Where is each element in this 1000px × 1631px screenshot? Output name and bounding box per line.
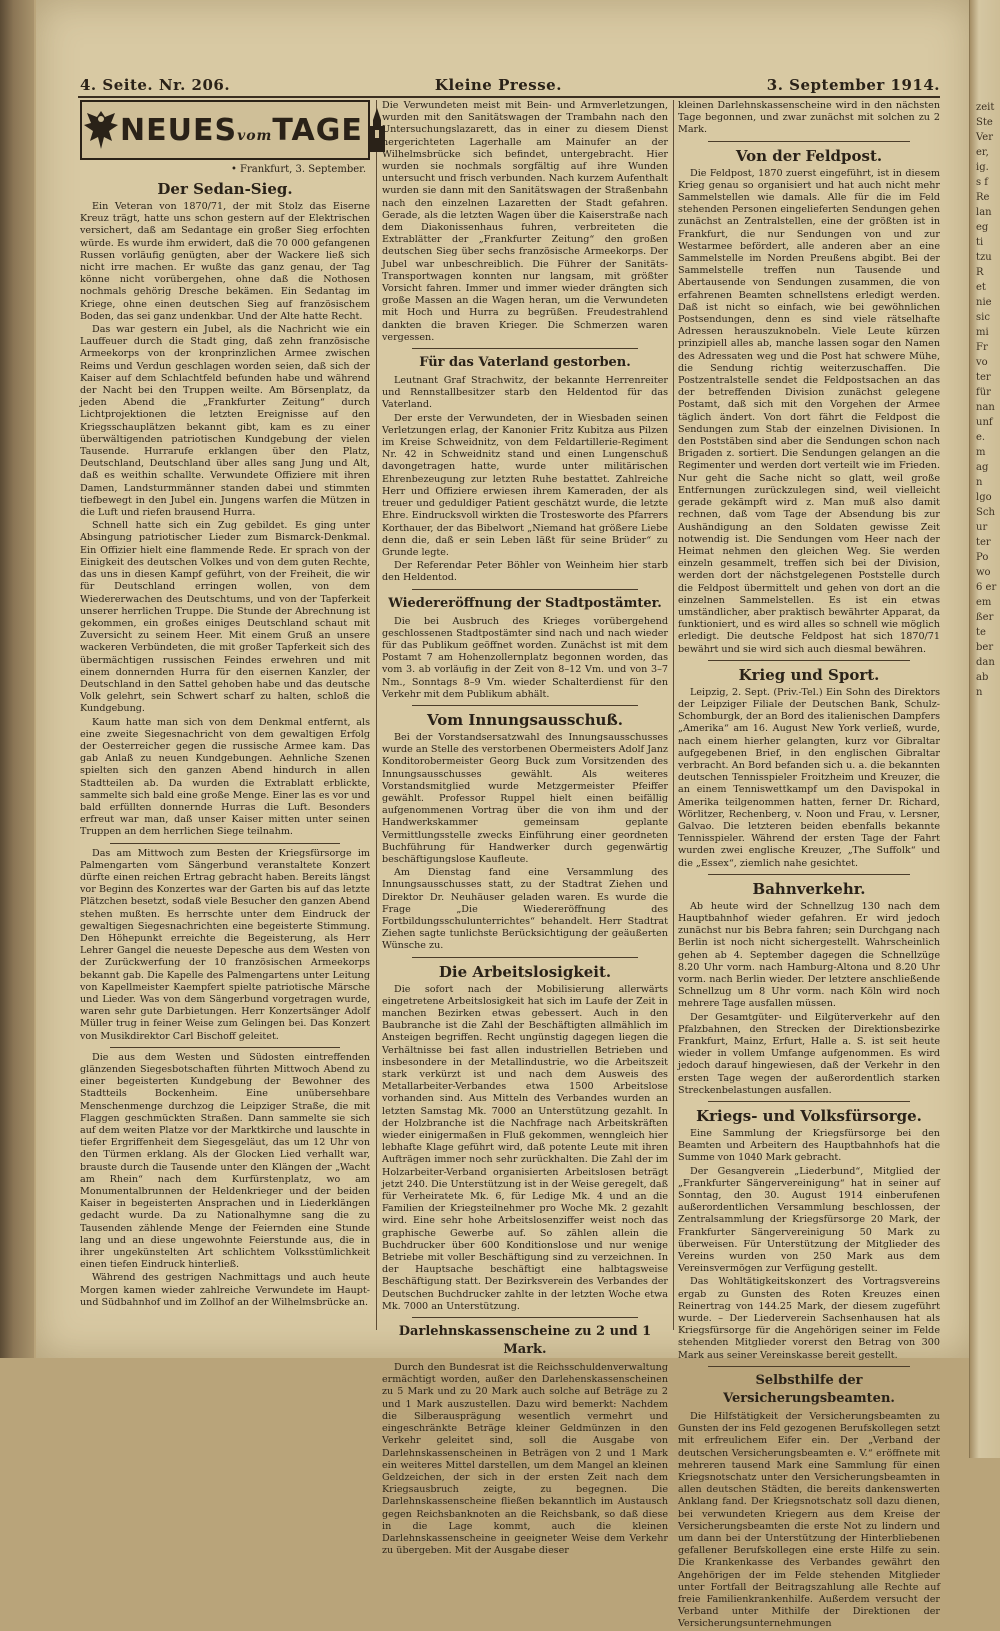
article-paragraph: Leutnant Graf Strachwitz, der bekannte Herrenreiter und Rennstallbesitzer starb den Heldentod für das Vaterland.	[382, 375, 668, 411]
article-heading: Der Sedan-Sieg.	[157, 180, 293, 198]
article-paragraph: Kaum hatte man sich von dem Denkmal entfernt, als eine zweite Siegesnachricht von dem gewaltigen Erfolg der Oesterreicher gegen die russische Armee kam. Das gab Anlaß zu neuen Kundgebungen. Aehnliche Szenen spielten sich den ganzen Abend hindurch in allen Stadtteilen ab. Da wurden die Extrablatt erblickte, sammelte sich bald eine große Menge. Einer las es vor und bald erfüllten donnernde Hurras die Luft. Besonders erfreut war man, daß unser Kaiser mitten unter seinen Truppen an dem herrlichen Siege teilnahm.	[80, 716, 370, 838]
fragment-text: ur	[976, 522, 988, 533]
fragment-text: zeit	[976, 102, 995, 113]
section-rule	[708, 874, 910, 875]
fragment-text: nie	[976, 297, 992, 308]
header-rule	[78, 96, 940, 98]
article-paragraph: Durch den Bundesrat ist die Reichsschuldenverwaltung ermächtigt worden, außer den Darlehenskassenscheinen zu 5 Mark und zu 20 Mark auch solche auf Beträge zu 2 und 1 Mark auszustellen. Dazu wird bemerkt: Nachdem die Silberausprägung wesentlich vermehrt und eingeschränkte Beträge kleiner Geldmünzen in den Verkehr geleitet sind, soll die Ausgabe von Darlehnskassenscheinen in Beträgen von 2 und 1 Mark ein weiteres Mittel darstellen, um dem Mangel an kleinen Geldzeichen, der sich in der ersten Zeit nach dem Kriegsausbruch zeigte, zu begegnen. Die Darlehnskassenscheine fließen bekanntlich im Austausch gegen Reichsbanknoten an die Reichsbank, so daß diese in die Lage kommt, auch die kleinen Darlehnskassenscheine in geeigneter Weise dem Verkehr zu übergeben. Mit der Ausgabe dieser	[382, 1362, 668, 1557]
book-binding	[0, 0, 34, 1358]
section-rule	[412, 1317, 638, 1318]
article-heading: Darlehnskassenscheine zu 2 und 1 Mark.	[398, 1324, 652, 1358]
header-center: Kleine Presse.	[434, 76, 562, 94]
article-paragraph: Die sofort nach der Mobilisierung allerwärts eingetretene Arbeitslosigkeit hat sich im Laufe der Zeit in manchen Bezirken etwas gebessert. Auch in den Baubranche ist die Zahl der Beschäftigten allmählich im Ansteigen begriffen. Recht ungünstig dagegen liegen die Verhältnisse bei fast allen industriellen Betrieben und insbesondere in der Metallindustrie, wo die Arbeitszeit stark verkürzt ist und nach dem Ausweis des Metallarbeiter-Verbandes etwa 1500 Arbeitslose vorhanden sind. Aus Mitteln des Verbandes wurden an letzten Samstag Mk. 7000 an Unterstützung gezahlt. In der Holzbranche ist die Nachfrage nach Arbeitskräften wieder einigermaßen in Fluß gekommen, wenngleich hier lebhafte Klage geführt wird, daß potente Leute mit ihren Aufträgen immer noch sehr zurückhalten. Die Zahl der im Holzarbeiter-Verband organisierten Arbeitslosen beträgt jetzt 240. Die Unterstützung ist in der Weise geregelt, daß für Verheiratete Mk. 6, für Ledige Mk. 4 und an die Familien der Kriegsteilnehmer pro Woche Mk. 2 gezahlt wird. Eine sehr hohe Arbeitslosenziffer weist noch das graphische Gewerbe auf. So zählen allein die Buchdrucker über 600 Konditionslose und nur wenige Betriebe mit voller Beschäftigung sind zu verzeichnen. In der Hauptsache beschäftigt eine halbtagsweise Beschäftigung statt. Der Bezirksverein des Verbandes der Deutschen Buchdrucker zahlte in der letzten Woche etwa Mk. 7000 an Unterstützung.	[382, 983, 668, 1312]
article-paragraph: Das am Mittwoch zum Besten der Kriegsfürsorge im Palmengarten vom Sängerbund veranstaltete Konzert dürfte einen reichen Ertrag gebracht haben. Bereits längst vor Beginn des Konzertes war der Garten bis auf das letzte Plätzchen besetzt, sodaß viele Besucher den ganzen Abend stehen mußten. Es herrschte unter dem Eindruck der gewaltigen Siegesnachrichten eine begeisterte Stimmung. Den Höhepunkt erreichte die Begeisterung, als Herr Lehrer Gangel die neueste Depesche aus dem Westen von der Zurückwerfung der 10 französischen Armeekorps bekannt gab. Die Kapelle des Palmengartens unter Leitung von Kapellmeister Kaempfert spielte patriotische Märsche und Lieder. Was von dem Sängerbund vorgetragen wurde, waren sehr gute Darbietungen. Herr Konzertsänger Adolf Müller trug in feiner Weise zum Gelingen bei. Das Konzert von Musikdirektor Carl Bischoff geleitet.	[80, 847, 370, 1042]
article-paragraph: Der Gesamtgüter- und Eilgüterverkehr auf den Pfalzbahnen, den Strecken der Direktionsbezirke Frankfurt, Mainz, Erfurt, Halle a. S. ist seit heute wieder in vollem Umfange aufgenommen. Es wird jedoch darauf hingewiesen, daß der Verkehr in den ersten Tage wegen der außerordentlich starken Streckenbelastungen ausfallen.	[678, 1011, 940, 1096]
fragment-text: lgo	[976, 492, 992, 503]
article-heading: Vom Innungsausschuß.	[426, 710, 623, 729]
fragment-text: Po	[976, 552, 989, 563]
section-rule	[412, 705, 638, 706]
article-paragraph: Die bei Ausbruch des Krieges vorübergehend geschlossenen Stadtpostämter sind nach und nach wieder für das Publikum geöffnet worden. Zunächst ist mit dem Postamt 7 am Hohenzollernplatz begonnen worden, das vom 3. ab vorläufig in der Zeit von 8–12 Vm. und von 3–7 Nm., Sonntags 8–9 Vm. wieder Schalterdienst für den Verkehr mit dem Publikum abhält.	[382, 615, 668, 700]
column-3	[678, 100, 940, 1630]
fragment-text: er,	[976, 147, 989, 158]
fragment-text: m	[976, 447, 986, 458]
article-paragraph: Am Dienstag fand eine Versammlung des Innungsausschusses statt, zu der Stadtrat Ziehen und Direktor Dr. Neuhäuser geladen waren. Es wurde die Frage „Die Wiedereröffnung des Fortbildungsschulunterrichtes“ behandelt. Herr Stadtrat Ziehen sagte tunlichste Berücksichtigung der geäußerten Wünsche zu.	[382, 867, 668, 952]
article-paragraph: Bei der Vorstandsersatzwahl des Innungsausschusses wurde an Stelle des verstorbenen Obermeisters Adolf Janz Konditorobermeister Georg Buck zum Vorsitzenden des Innungsausschusses gewählt. Als weiteres Vorstandsmitglied wurde Metzgermeister Pfeiffer gewählt. Professor Ruppel hielt einen beifällig aufgenommenen Vortrag über die von ihm und der Handwerkskammer gemeinsam geplante Vermittlungsstelle zwecks Einführung einer geordneten Buchführung für Handwerker durch gegenwärtig beschäftigungslose Kaufleute.	[382, 731, 668, 865]
column-2	[382, 100, 668, 1557]
masthead-title: NEUESvomTAGE	[120, 112, 363, 148]
fragment-text: vo	[976, 357, 988, 368]
column-divider	[376, 100, 377, 1330]
fragment-text: R	[976, 267, 984, 278]
article-heading: Wiedereröffnung der Stadtpostämter.	[388, 595, 662, 611]
fragment-text: unf	[976, 417, 993, 428]
fragment-text: Ste	[976, 117, 993, 128]
article-paragraph: Die Hilfstätigkeit der Versicherungsbeamten zu Gunsten der ins Feld gezogenen Berufskollegen setzt mit erfreulichem Eifer ein. Der „Verband der deutschen Versicherungsbeamten e. V.“ eröffnete mit mehreren tausend Mark eine Sammlung für einen Kriegsnotschatz unter den Versicherungsbeamten in allen deutschen Städten, die bereits dankenswerten Anklang fand. Der Kriegsnotschatz soll dazu dienen, bei verwundeten Kriegern aus dem Kreise der Versicherungsbeamten die erste Not zu lindern und um dann bei der Unterstützung der Hinterbliebenen gefallener Berufskollegen eine erste Hilfe zu sein. Die Krankenkasse des Verbandes gewährt den Angehörigen der im Felde stehenden Mitglieder unter Fortfall der Beitragszahlung alle Rechte auf freie Familienkrankenhilfe. Außerdem versucht der Verband unter Mithilfe der Direktionen der Versicherungsunternehmungen	[678, 1410, 940, 1630]
fragment-text: ti	[976, 237, 984, 248]
fragment-text: ig.	[976, 162, 989, 173]
section-rule	[708, 660, 910, 661]
fragment-text: s f	[976, 177, 989, 188]
article-paragraph: Das war gestern ein Jubel, als die Nachricht wie ein Lauffeuer durch die Stadt ging, daß zehn französische Armeekorps von der kronprinzlichen Armee zwischen Reims und Verdun geschlagen worden seien, daß sich der Kaiser auf dem Schlachtfeld befunden habe und während der Nacht bei den Truppen weilte. Am Börsenplatz, da jeden Abend die „Frankfurter Zeitung“ durch Lichtprojektionen die letzten Ereignisse auf den Kriegsschauplätzen bekannt gibt, kam es zu einer überwältigenden patriotischen Kundgebung der vielen Tausende. Hurrarufe erklangen über den Platz, Deutschland, Deutschland über alles sang Jung und Alt, daß es weithin schallte. Verwundete Offiziere mit ihren Damen, Landsturmmänner standen dabei und stimmten tiefbewegt in den Jubel ein. Jungens warfen die Mützen in die Luft und riefen brausend Hurra.	[80, 324, 370, 519]
article-heading: Kriegs- und Volksfürsorge.	[696, 1107, 922, 1126]
column-1	[80, 100, 370, 1330]
adjacent-page-strip	[969, 0, 1000, 1458]
article-heading: Krieg und Sport.	[738, 665, 880, 684]
article-paragraph: Schnell hatte sich ein Zug gebildet. Es ging unter Absingung patriotischer Lieder zum Bismarck-Denkmal. Ein Offizier hielt eine flammende Rede. Er sprach von der Einigkeit des deutschen Volkes und von dem guten Rechte, das uns in diesen Kampf geführt, von der Freiheit, die wir für Deutschland erringen wollen, von dem Wiedererwachen des Deutschtums, und von der Tapferkeit unserer herrlichen Truppe. Die Stunde der Abrechnung ist gekommen, ein großes einiges Deutschland schaut mit Zuversicht zu seinem Heer. Mit einem Gruß an unsere wackeren Verbündeten, die mit großer Tapferkeit sich des übermächtigen russischen Feindes erwehren und mit einem donnernden Hurra für den eisernen Kanzler, der Deutschland in den Sattel gehoben habe und das deutsche Volk gelehrt, sein Schwert scharf zu halten, schloß die Kundgebung.	[80, 520, 370, 715]
fragment-text: ber	[976, 642, 994, 653]
article-heading: Für das Vaterland gestorben.	[419, 355, 631, 371]
article-heading: Bahnverkehr.	[752, 879, 866, 898]
fragment-text: 6 er	[976, 582, 997, 593]
section-rule	[110, 843, 340, 844]
masthead	[80, 100, 370, 160]
section-rule	[708, 1101, 910, 1102]
article-paragraph: Leipzig, 2. Sept. (Priv.-Tel.) Ein Sohn des Direktors der Leipziger Filiale der Deutschen Bank, Schulz-Schomburgk, der an Bord des italienischen Dampfers „Amerika“ am 16. August New York verließ, wurde, nach einem hierher gelangten, kurz vor Gibraltar aufgegebenen Brief, in den englischen Gibraltar verbracht. An Bord befanden sich u. a. die bekannten deutschen Tennisspieler Froitzheim und Kreuzer, die an einem Tenniswettkampf um den Davispokal in Amerika teilgenommen hatten, ferner Dr. Richard, Wörlitzer, Rechenberg, v. Noon und Frau, v. Lersner, Galvao. Die letzteren beiden ebenfalls bekannte Tennisspieler. Während der ersten Tage der Fahrt wurden zwei englische Kreuzer, „The Suffolk“ und die „Essex“, ziemlich nahe gesichtet.	[678, 686, 940, 869]
fragment-text: n	[976, 687, 983, 698]
fragment-text: für	[976, 387, 991, 398]
fragment-text: te	[976, 627, 986, 638]
section-rule	[708, 141, 910, 142]
article-paragraph: Der Gesangverein „Liederbund“, Mitglied der „Frankfurter Sängervereinigung“ hat in seiner auf Sonntag, den 30. August 1914 einberufenen außerordentlichen Versammlung beschlossen, der Zentralsammlung der Kriegsfürsorge 20 Mark, der Frankfurter Sängervereinigung 50 Mark zu überweisen. Für Unterstützung der Mitglieder des Vereins wurden von 250 Mark aus dem Vereinsvermögen zur Verfügung gestellt.	[678, 1165, 940, 1275]
fragment-text: em	[976, 597, 992, 608]
header-left: 4. Seite. Nr. 206.	[80, 76, 231, 94]
article-paragraph: Der Referendar Peter Böhler von Weinheim hier starb den Heldentod.	[382, 560, 668, 584]
section-rule	[412, 957, 638, 958]
fragment-text: ter	[976, 372, 991, 383]
fragment-text: Sch	[976, 507, 995, 518]
article-paragraph: kleinen Darlehnskassenscheine wird in den nächsten Tage begonnen, und zwar zunächst mit solchen zu 2 Mark.	[678, 100, 940, 136]
fragment-text: wo	[976, 567, 991, 578]
article-paragraph: Ab heute wird der Schnellzug 130 nach dem Hauptbahnhof wieder gefahren. Er wird jedoch zunächst nur bis Bebra fahren; sein Durchgang nach Berlin ist noch nicht sichergestellt. Wahrscheinlich gehen ab 4. September dagegen die Schnellzüge 8.20 Uhr vorm. nach Hamburg-Altona und 8.20 Uhr vorm. nach Berlin wieder. Der letztere anschließende Schnellzug um 8 Uhr vorm. nach Köln wird noch mehrere Tage ausfallen müssen.	[678, 900, 940, 1010]
fragment-text: ßer	[976, 612, 994, 623]
page-header	[80, 74, 940, 96]
article-paragraph: Das Wohltätigkeitskonzert des Vortragsvereins ergab zu Gunsten des Roten Kreuzes einen Reinertrag von 144.25 Mark, der diesem zugeführt wurde. – Der Liederverein Sachsenhausen hat als Kriegsfürsorge für die Angehörigen seiner im Felde stehenden Mitglieder vorerst den Betrag von 300 Mark aus seiner Vereinskasse bereit gestellt.	[678, 1276, 940, 1361]
fragment-text: lan	[976, 207, 992, 218]
fragment-text: mi	[976, 327, 989, 338]
article-heading: Von der Feldpost.	[735, 146, 883, 165]
fragment-text: dan	[976, 657, 995, 668]
column-divider	[673, 100, 674, 1330]
fragment-text: e.	[976, 432, 986, 443]
fragment-text: tzu	[976, 252, 992, 263]
fragment-text: ter	[976, 537, 991, 548]
article-heading: Selbsthilfe der Versicherungsbeamten.	[723, 1372, 895, 1406]
eagle-icon	[82, 104, 120, 156]
fragment-text: Ver	[976, 132, 994, 143]
section-rule	[110, 1047, 340, 1048]
fragment-text: et	[976, 282, 986, 293]
section-rule	[412, 348, 638, 349]
section-rule	[412, 589, 638, 590]
fragment-text: ab	[976, 672, 989, 683]
fragment-text: nan	[976, 402, 995, 413]
article-paragraph: Der erste der Verwundeten, der in Wiesbaden seinen Verletzungen erlag, der Kanonier Fritz Kubitza aus Pilzen im Kreise Schweidnitz, von dem Feldartillerie-Regiment Nr. 42 in Schweidnitz stand und einen Lungenschuß davongetragen hatte, wurde unter militärischen Ehrenbezeugung zur letzten Ruhe bestattet. Zahlreiche Herr und Offiziere erwiesen ihrem Kameraden, der als treuer und geduldiger Patient geschätzt wurde, die letzte Ehre. Eindrucksvoll wirkten die Trostesworte des Pfarrers Korthauer, der das Bibelwort „Niemand hat größere Liebe denn die, daß er sein Leben läßt für seine Brüder“ zu Grunde legte.	[382, 412, 668, 558]
fragment-text: Fr	[976, 342, 988, 353]
dateline: • Frankfurt, 3. September.	[230, 164, 366, 175]
fragment-text: n	[976, 477, 983, 488]
section-rule	[708, 1366, 910, 1367]
article-paragraph: Während des gestrigen Nachmittags und auch heute Morgen kamen wieder zahlreiche Verwundete im Haupt- und Südbahnhof und im Zollhof an der Wilhelmsbrücke an.	[80, 1272, 370, 1308]
fragment-text: Re	[976, 192, 990, 203]
fragment-text: eg	[976, 222, 989, 233]
article-paragraph: Ein Veteran von 1870/71, der mit Stolz das Eiserne Kreuz trägt, hatte uns schon gestern auf der Elektrischen versichert, daß am Sedantage ein großer Sieg erfochten würde. Es wurde ihm erwidert, daß die 70 000 gefangenen Russen vorläufig genügten, aber der Wackere ließ sich nicht irre machen. Er wußte das ganz genau, der Tag könne nicht vorübergehen, ohne daß die Nothosen nochmals gehörig Dresche bekämen. Ein Sedantag im Kriege, ohne einen deutschen Sieg auf französischem Boden, das sei ganz undenkbar. Und der Alte hatte Recht.	[80, 201, 370, 322]
header-right: 3. September 1914.	[766, 76, 940, 94]
fragment-text: ag	[976, 462, 989, 473]
article-paragraph: Die aus dem Westen und Südosten eintreffenden glänzenden Siegesbotschaften führten Mittwoch Abend zu einer begeisterten Kundgebung der Bewohner des Stadtteils Bockenheim. Eine unübersehbare Menschenmenge durchzog die Leipziger Straße, die mit Flaggen geschmückten Straßen. Dann sammelte sie sich auf dem weiten Platze vor der Marktkirche und lauschte in tiefer Ergriffenheit dem Siegesgeläut, das um 12 Uhr von den Türmen erklang. Als der Glocken Lied verhallt war, brauste durch die Tausende unter den Klängen der „Wacht am Rhein“ nach dem Kurfürstenplatz, wo am Monumentalbrunnen der Heldenkrieger und der beiden Kaiser in begeisterten Ansprachen und in Liederklängen gedacht wurde. Da zu Nationalhymne sang die zu Tausenden zählende Menge der Feiernden eine Stunde lang und an diese ungewohnte Feierstunde aus, die in ihrer ungekünstelten Art schlichtem Volksstümlichkeit einen tiefen Eindruck hinterließ.	[80, 1051, 370, 1271]
article-paragraph: Eine Sammlung der Kriegsfürsorge bei den Beamten und Arbeitern des Hauptbahnhofs hat die Summe von 1040 Mark gebracht.	[678, 1128, 940, 1164]
article-heading: Die Arbeitslosigkeit.	[438, 962, 612, 981]
fragment-text: sic	[976, 312, 990, 323]
article-paragraph: Die Feldpost, 1870 zuerst eingeführt, ist in diesem Krieg genau so organisiert und hat auch nicht mehr Sammelstellen wie damals. Alle für die im Feld stehenden Personen eingelieferten Sendungen gehen zunächst an Zentralstellen, eine der größten ist in Frankfurt, die nur Sendungen von und zur Westarmee befördert, alle anderen aber an eine Sammelstelle im Norden Preußens abgibt. Bei der Sammelstelle treffen nun Tausende und Abertausende von Sendungen zusammen, die von erfahrenen Beamten schnellstens erledigt werden. Daß ist nicht so einfach, wie bei gewöhnlichen Postsendungen, denn es sind viele rätselhafte Adressen herauszuknobeln. Viele Leute kürzen prinzipiell alles ab, manche lassen sogar den Namen des Adressaten weg und die Post hat schwere Mühe, die Sendung richtig weiterzuschaffen. Die Postzentralstelle sendet die Feldpostsachen an das der betreffenden Division zunächst gelegene Postamt, daß sich mit den Vorgehen der Armee täglich ändert. Von dort fährt die Feldpost die Sendungen zum Stab der einzelnen Divisionen. In den Poststäben sind aber die Sendungen schon nach Brigaden z. sortiert. Die Sendungen gelangen an die Regimenter und werden dort verteilt wie im Frieden. Nur geht die Sache nicht so glatt, weil große Entfernungen zurückzulegen sind, weil vielleicht gerade gekämpft wird z. Man muß also damit rechnen, daß vom Tage der Absendung bis zur Aushändigung an den Soldaten gewisse Zeit notwendig ist. Die Sendungen vom Heer nach der Heimat nehmen den gleichen Weg. Sie werden einzeln gesammelt, treffen sich bei der Division, werden dort der nächstgelegenen Poststelle durch die Feldpost übermittelt und gehen von dort an die einzelnen Sammelstellen. Es ist ein etwas umständlicher, aber praktisch bewährter Apparat, da funktioniert, und es wird alles so schnell wie möglich erledigt. Die deutsche Feldpost hat sich 1870/71 bewährt und sie wird sich auch diesmal bewähren.	[678, 167, 940, 655]
article-paragraph: Die Verwundeten meist mit Bein- und Armverletzungen, wurden mit den Sanitätswagen der Trambahn nach den Untersuchungslazarett, das in einer zu diesem Dienst hergerichteten Lagerhalle am Mainufer an der Wilhelmsbrücke sich befindet, untergebracht. Hier wurden sie nochmals sorgfältig auf ihre Wunden untersucht und frisch verbunden. Nach kurzem Aufenthalt wurden sie dann mit den Sanitätswagen der Straßenbahn nach den einzelnen Lazaretten der Stadt gefahren. Gerade, als die letzten Wagen über die Kaiserstraße nach dem Diakonissenhaus fuhren, verbreiteten die Extrablätter der „Frankfurter Zeitung“ den großen deutschen Sieg über sechs französische Armeekorps. Der Jubel war unbeschreiblich. Die Führer der Sanitäts-Transportwagen konnten nur langsam, mit größter Vorsicht fahren. Immer und immer wieder drängten sich große Massen an die Wagen heran, um die Verwundeten mit Hoch und Hurra zu begrüßen. Freudestrahlend dankten die braven Krieger. Die Schmerzen waren vergessen.	[382, 100, 668, 343]
